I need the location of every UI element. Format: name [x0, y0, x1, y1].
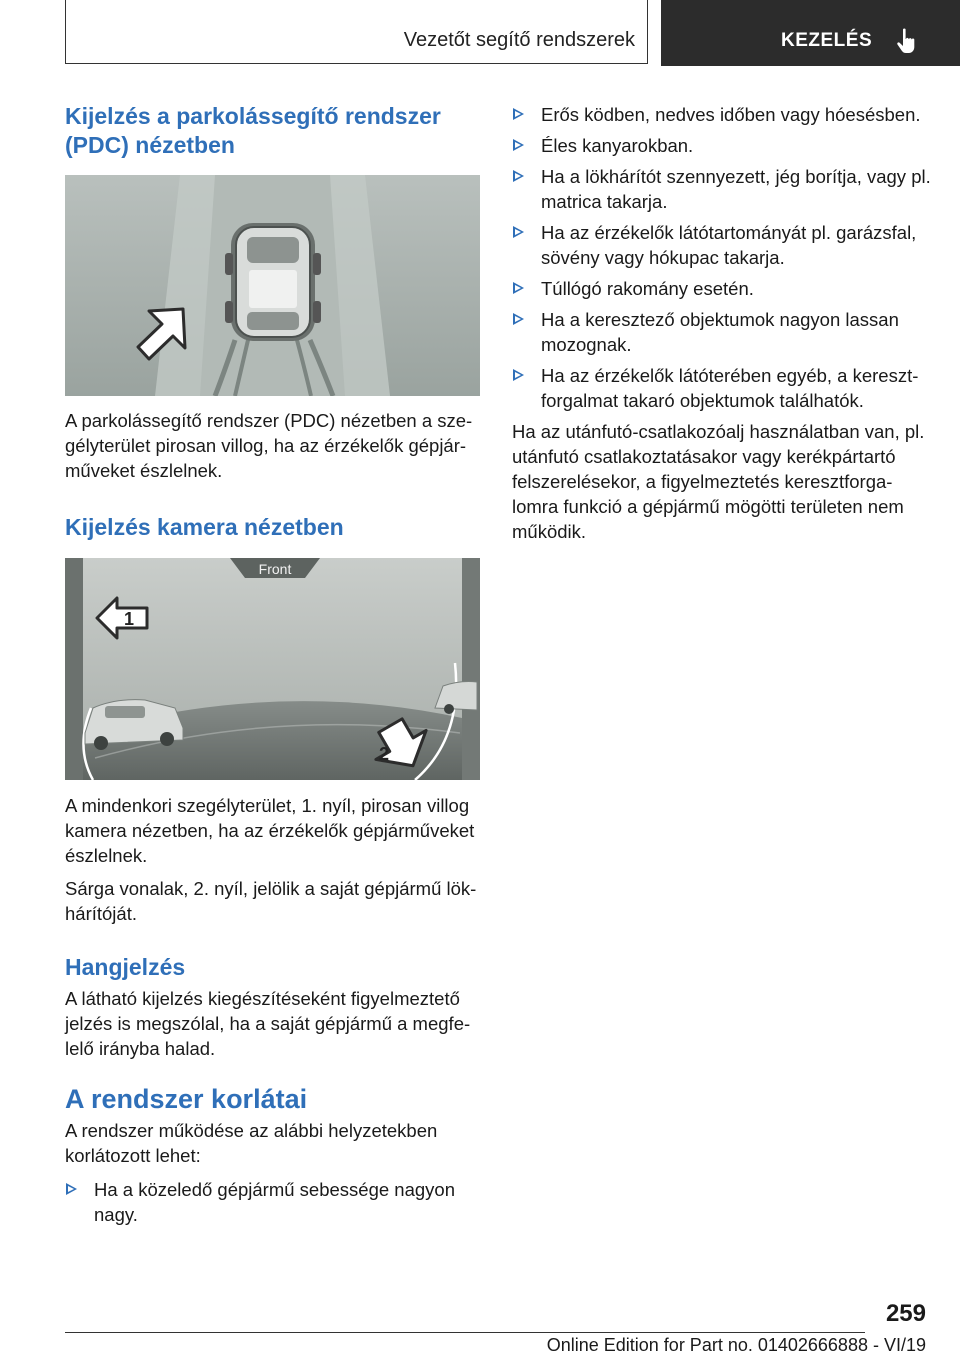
bullet-triangle-icon	[513, 226, 524, 238]
bullet-triangle-icon	[513, 313, 524, 325]
trailer-note: Ha az utánfutó-csatlakozóalj használatban van, pl. utánfutó csatlakoztatásakor vagy kerékpártartó felszerelésekor, a figyelmeztetés keresztforgalomra funkció a gépjármű mögötti területen nem működik.	[512, 421, 925, 542]
bullet-triangle-icon	[513, 282, 524, 294]
bullet-triangle-icon	[513, 139, 524, 151]
list-item: Ha a keresztező objektumok nagyon lassan mozognak.	[512, 307, 932, 357]
limits-list-right	[512, 102, 932, 413]
camera-view-figure	[65, 558, 480, 780]
sound-signal-description: A látható kijelzés kiegészítéseként figyelmeztető jelzés is megszólal, ha a saját gépjármű a megfelelő irányba halad.	[65, 988, 471, 1059]
list-item: Ha a közeledő gépjármű sebessége nagyon nagy.	[65, 1177, 480, 1227]
system-limits-intro: A rendszer működése az alábbi helyzetekben korlátozott lehet:	[65, 1120, 438, 1166]
list-item: Éles kanyarokban.	[512, 133, 932, 158]
footer-divider	[65, 1332, 865, 1333]
parked-car-left	[85, 700, 183, 750]
pdc-view-description: A parkolássegítő rendszer (PDC) nézetben a szegélyterület pirosan villog, ha az érzékelők gépjárműveket észlelnek.	[65, 410, 473, 481]
bullet-triangle-icon	[66, 1183, 77, 1195]
edition-text: Online Edition for Part no. 01402666888 - VI/19	[546, 1335, 926, 1355]
list-item: Túllógó rakomány esetén.	[512, 276, 932, 301]
heading-camera-view: Kijelzés kamera nézetben	[65, 514, 344, 540]
heading-system-limits: A rendszer korlátai	[65, 1084, 308, 1114]
page-number: 259	[885, 1300, 926, 1327]
heading-sound-signal: Hangjelzés	[65, 954, 186, 980]
bullet-triangle-icon	[513, 170, 524, 182]
camera-view-illustration	[65, 558, 480, 780]
pdc-view-figure	[65, 175, 480, 396]
right-column	[512, 102, 932, 544]
arrow-1-label: 1	[124, 609, 135, 629]
header-section-box	[65, 0, 648, 64]
camera-front-label: Front	[258, 561, 292, 577]
chapter-tab	[661, 0, 960, 66]
left-column	[65, 102, 480, 1233]
list-item: Ha az érzékelők látótartományát pl. garázsfal, sövény vagy hókupac takarja.	[512, 220, 932, 270]
heading-pdc-view: Kijelzés a parkolássegítő rendszer (PDC) nézetben	[65, 103, 441, 158]
page-header	[0, 0, 960, 66]
section-title: Vezetőt segítő rendszerek	[403, 29, 635, 51]
bullet-triangle-icon	[513, 108, 524, 120]
bullet-triangle-icon	[513, 369, 524, 381]
arrow-2-label: 2	[379, 744, 390, 764]
list-item: Ha az érzékelők látóterében egyéb, a keresztforgalmat takaró objektumok találhatók.	[512, 363, 932, 413]
pdc-car-illustration	[65, 175, 480, 396]
camera-view-description-2: Sárga vonalak, 2. nyíl, jelölik a saját gépjármű lökhárítóját.	[65, 878, 477, 924]
camera-view-description-1: A mindenkori szegélyterület, 1. nyíl, pirosan villog kamera nézetben, ha az érzékelők gépjárműveket észlelnek.	[65, 795, 475, 866]
list-item: Erős ködben, nedves időben vagy hóesésben.	[512, 102, 932, 127]
list-item: Ha a lökhárítót szennyezett, jég borítja, vagy pl. matrica takarja.	[512, 164, 932, 214]
chapter-tab-label: KEZELÉS	[781, 30, 873, 51]
limits-list-left	[65, 1177, 480, 1227]
hand-pointer-icon	[894, 27, 920, 55]
